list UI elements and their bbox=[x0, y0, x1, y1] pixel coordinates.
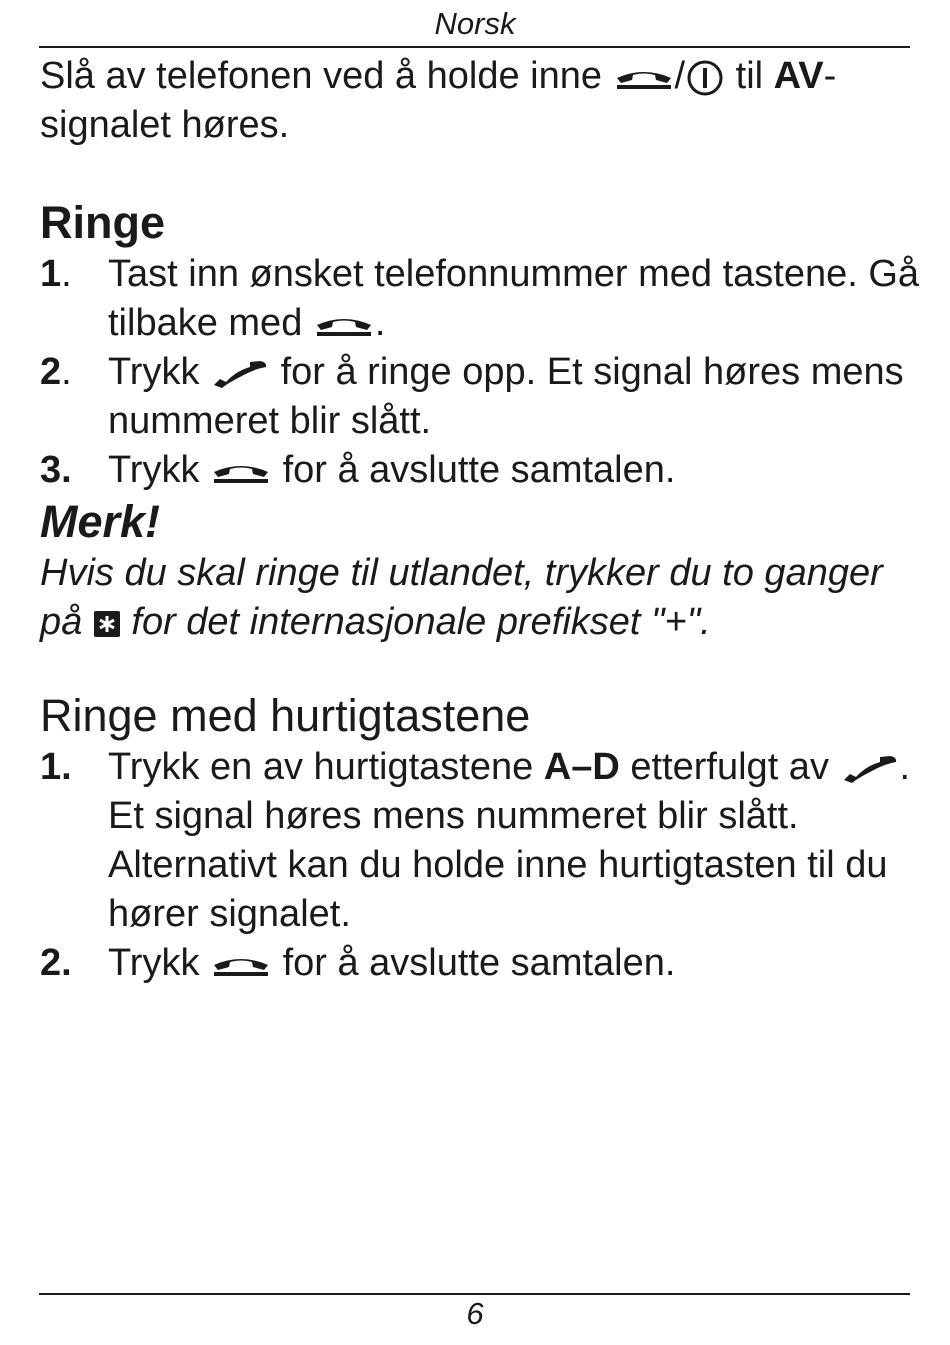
list-item: 2. Trykk for å ringe opp. Et signal høres mens nummeret blir slått. bbox=[40, 351, 904, 442]
end-call-icon bbox=[313, 313, 375, 337]
intro-paragraph: Slå av telefonen ved å holde inne / til AV-signalet høres. bbox=[40, 55, 837, 146]
star-key-icon bbox=[93, 610, 121, 638]
page-content bbox=[40, 52, 920, 988]
note-title: Merk! bbox=[40, 496, 161, 547]
end-call-icon bbox=[210, 460, 272, 484]
section-title-hurtigtaster: Ringe med hurtigtastene bbox=[40, 690, 531, 741]
power-icon bbox=[685, 58, 725, 98]
call-icon bbox=[840, 754, 900, 784]
header-language: Norsk bbox=[434, 6, 516, 41]
page-number: 6 bbox=[466, 1296, 484, 1331]
note-body: Hvis du skal ringe til utlandet, trykker du to ganger på for det internasjonale prefikset "+". bbox=[40, 552, 883, 643]
list-item: 3. Trykk for å avslutte samtalen. bbox=[40, 449, 676, 491]
end-call-icon bbox=[613, 66, 675, 90]
list-item: 1. Trykk en av hurtigtastene A–D etterfulgt av . Et signal høres mens nummeret blir slått. Alternativt kan du holde inne hurtigtasten til du hører signalet. bbox=[40, 746, 911, 935]
hurtigtaster-steps bbox=[40, 743, 920, 988]
end-call-icon bbox=[210, 953, 272, 977]
ringe-steps bbox=[40, 250, 920, 495]
header-divider bbox=[39, 46, 910, 48]
call-icon bbox=[210, 359, 270, 389]
list-item: 2. Trykk for å avslutte samtalen. bbox=[40, 942, 676, 984]
list-item: 1. Tast inn ønsket telefonnummer med tastene. Gå tilbake med . bbox=[40, 253, 920, 344]
section-title-ringe: Ringe bbox=[40, 197, 166, 248]
